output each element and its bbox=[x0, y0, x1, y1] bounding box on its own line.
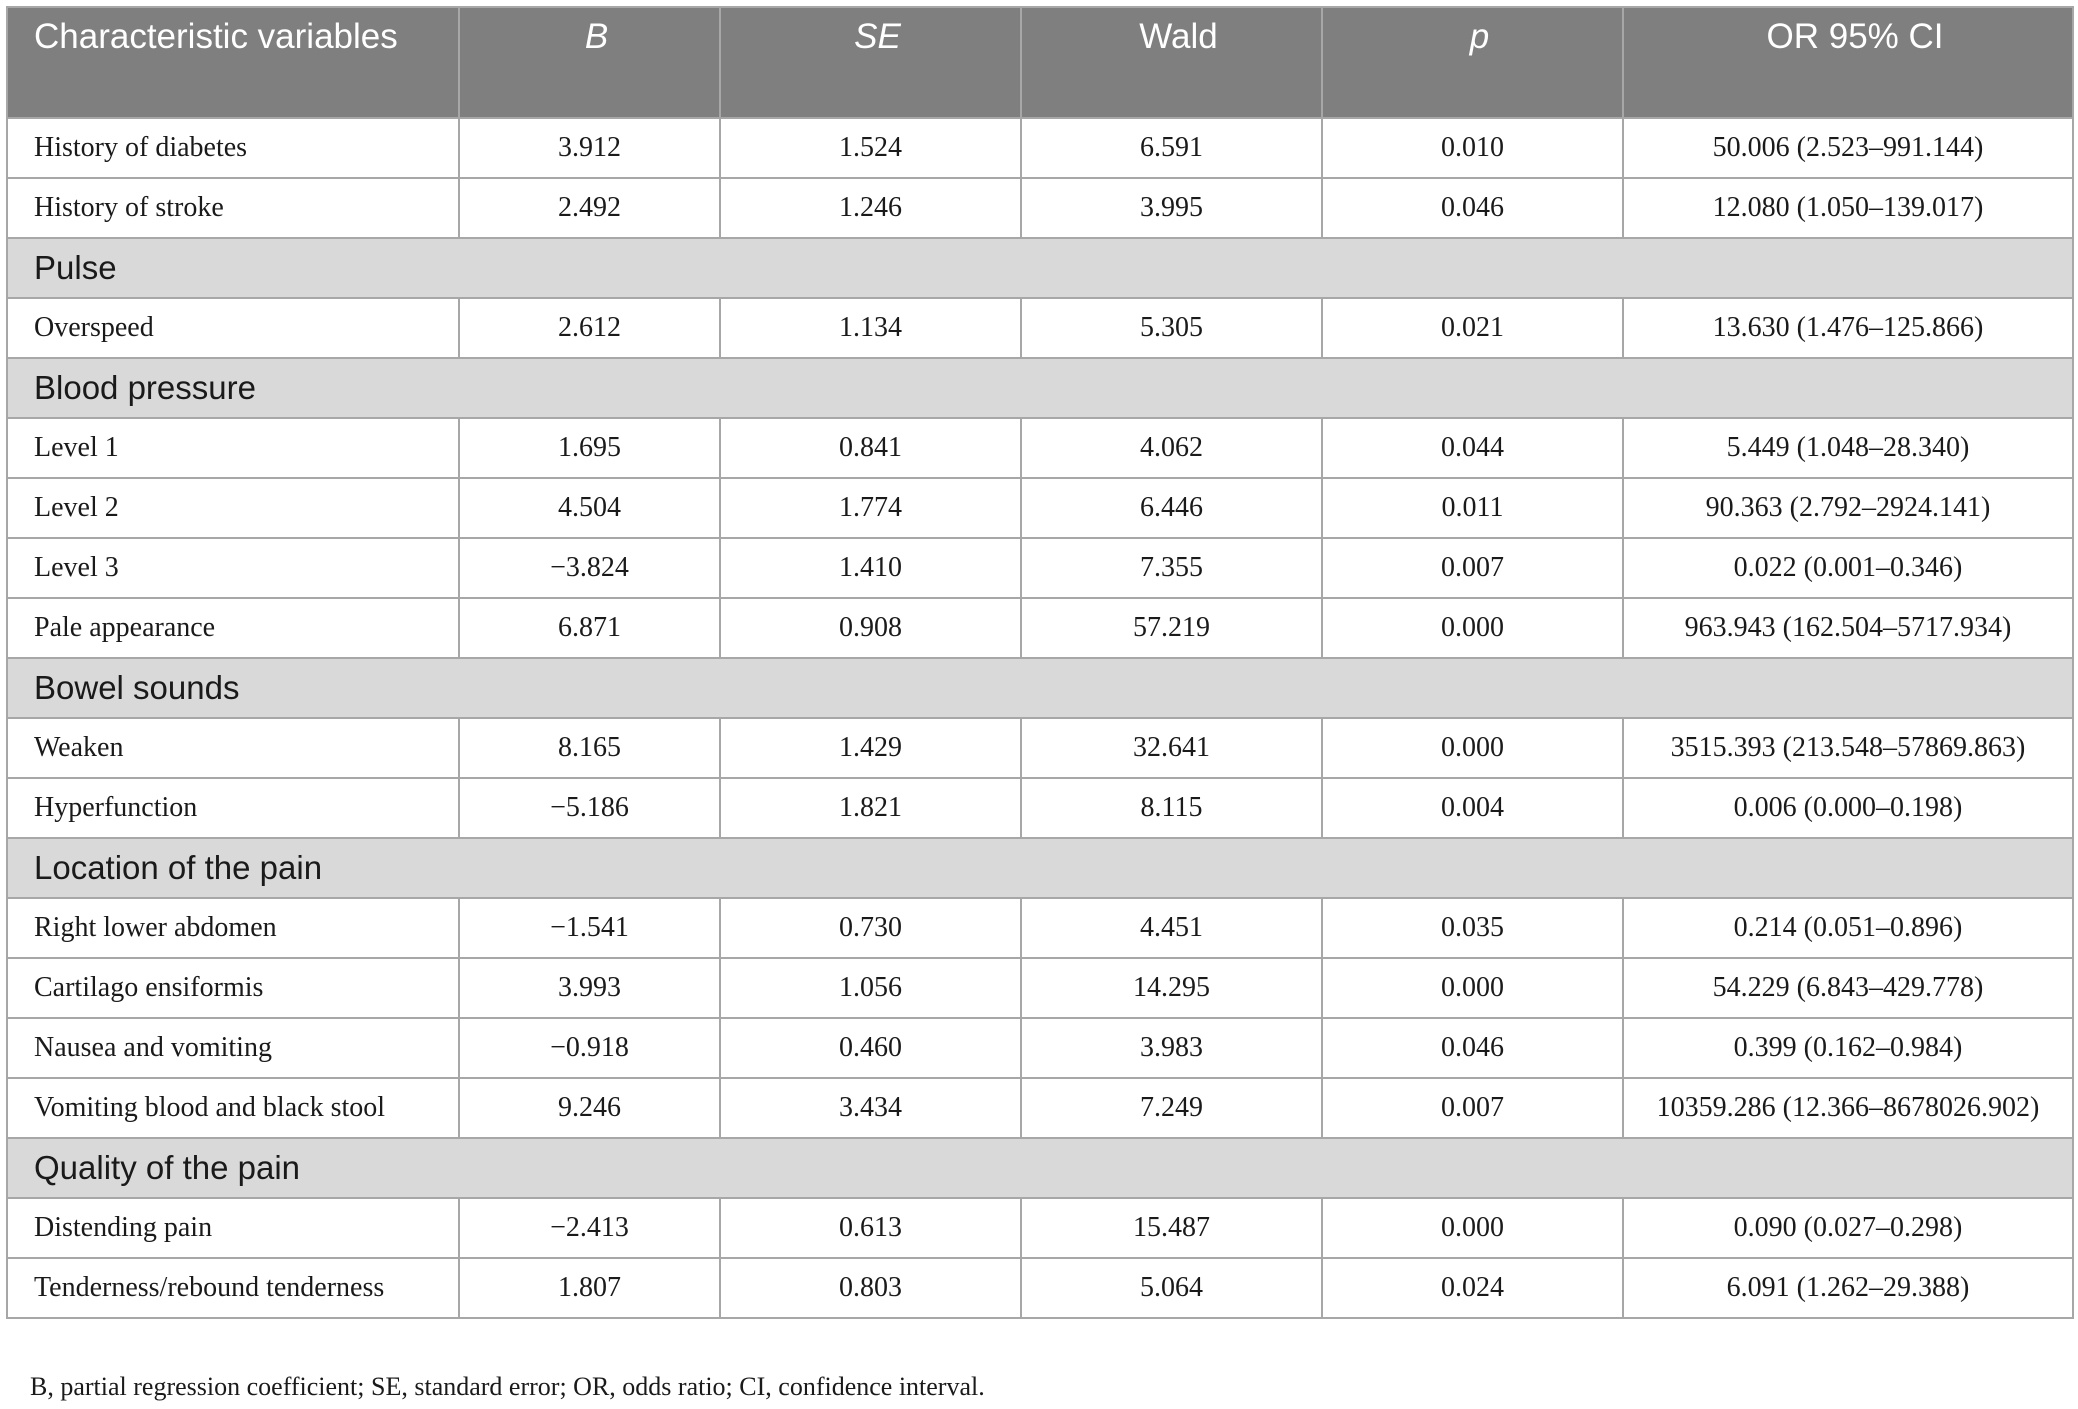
cell-b: 6.871 bbox=[459, 598, 720, 658]
cell-b: 4.504 bbox=[459, 478, 720, 538]
cell-b: 2.612 bbox=[459, 298, 720, 358]
cell-se: 1.774 bbox=[720, 478, 1021, 538]
cell-or-ci: 5.449 (1.048–28.340) bbox=[1623, 418, 2073, 478]
table-header bbox=[7, 7, 2073, 118]
table-row bbox=[7, 1018, 2073, 1078]
cell-se: 1.524 bbox=[720, 118, 1021, 178]
cell-wald: 14.295 bbox=[1021, 958, 1322, 1018]
cell-b: −2.413 bbox=[459, 1198, 720, 1258]
cell-wald: 6.446 bbox=[1021, 478, 1322, 538]
cell-variable: History of diabetes bbox=[7, 118, 459, 178]
cell-p: 0.046 bbox=[1322, 1018, 1623, 1078]
cell-b: 9.246 bbox=[459, 1078, 720, 1138]
cell-variable: Overspeed bbox=[7, 298, 459, 358]
table-row bbox=[7, 298, 2073, 358]
table-row bbox=[7, 718, 2073, 778]
cell-se: 1.134 bbox=[720, 298, 1021, 358]
cell-or-ci: 50.006 (2.523–991.144) bbox=[1623, 118, 2073, 178]
table-row bbox=[7, 778, 2073, 838]
cell-p: 0.046 bbox=[1322, 178, 1623, 238]
cell-b: 3.912 bbox=[459, 118, 720, 178]
header-row bbox=[7, 7, 2073, 118]
table-row bbox=[7, 178, 2073, 238]
cell-variable: Weaken bbox=[7, 718, 459, 778]
cell-p: 0.000 bbox=[1322, 958, 1623, 1018]
cell-wald: 4.451 bbox=[1021, 898, 1322, 958]
cell-p: 0.021 bbox=[1322, 298, 1623, 358]
cell-variable: Right lower abdomen bbox=[7, 898, 459, 958]
cell-wald: 3.983 bbox=[1021, 1018, 1322, 1078]
cell-p: 0.010 bbox=[1322, 118, 1623, 178]
cell-p: 0.007 bbox=[1322, 1078, 1623, 1138]
cell-variable: Distending pain bbox=[7, 1198, 459, 1258]
cell-se: 1.246 bbox=[720, 178, 1021, 238]
section-label: Location of the pain bbox=[7, 838, 2073, 898]
cell-p: 0.004 bbox=[1322, 778, 1623, 838]
cell-wald: 6.591 bbox=[1021, 118, 1322, 178]
cell-b: 1.807 bbox=[459, 1258, 720, 1318]
cell-se: 1.429 bbox=[720, 718, 1021, 778]
cell-wald: 3.995 bbox=[1021, 178, 1322, 238]
cell-or-ci: 12.080 (1.050–139.017) bbox=[1623, 178, 2073, 238]
cell-p: 0.000 bbox=[1322, 718, 1623, 778]
cell-or-ci: 3515.393 (213.548–57869.863) bbox=[1623, 718, 2073, 778]
table-row bbox=[7, 538, 2073, 598]
section-label: Pulse bbox=[7, 238, 2073, 298]
table-row bbox=[7, 1078, 2073, 1138]
cell-variable: Level 1 bbox=[7, 418, 459, 478]
cell-or-ci: 0.214 (0.051–0.896) bbox=[1623, 898, 2073, 958]
cell-wald: 4.062 bbox=[1021, 418, 1322, 478]
table-container bbox=[6, 6, 2072, 1319]
table-row bbox=[7, 598, 2073, 658]
cell-or-ci: 0.399 (0.162–0.984) bbox=[1623, 1018, 2073, 1078]
table-row bbox=[7, 118, 2073, 178]
cell-wald: 5.305 bbox=[1021, 298, 1322, 358]
table-row bbox=[7, 898, 2073, 958]
cell-se: 1.821 bbox=[720, 778, 1021, 838]
cell-se: 0.730 bbox=[720, 898, 1021, 958]
cell-b: −1.541 bbox=[459, 898, 720, 958]
cell-b: −3.824 bbox=[459, 538, 720, 598]
cell-or-ci: 90.363 (2.792–2924.141) bbox=[1623, 478, 2073, 538]
cell-variable: Level 2 bbox=[7, 478, 459, 538]
table-row bbox=[7, 1198, 2073, 1258]
section-row bbox=[7, 658, 2073, 718]
cell-wald: 57.219 bbox=[1021, 598, 1322, 658]
cell-variable: Pale appearance bbox=[7, 598, 459, 658]
cell-variable: History of stroke bbox=[7, 178, 459, 238]
cell-or-ci: 10359.286 (12.366–8678026.902) bbox=[1623, 1078, 2073, 1138]
cell-wald: 7.355 bbox=[1021, 538, 1322, 598]
cell-p: 0.044 bbox=[1322, 418, 1623, 478]
cell-wald: 8.115 bbox=[1021, 778, 1322, 838]
cell-se: 0.613 bbox=[720, 1198, 1021, 1258]
cell-variable: Hyperfunction bbox=[7, 778, 459, 838]
cell-p: 0.011 bbox=[1322, 478, 1623, 538]
cell-b: 3.993 bbox=[459, 958, 720, 1018]
cell-or-ci: 963.943 (162.504–5717.934) bbox=[1623, 598, 2073, 658]
cell-variable: Level 3 bbox=[7, 538, 459, 598]
header-wald: Wald bbox=[1021, 7, 1322, 118]
cell-or-ci: 0.006 (0.000–0.198) bbox=[1623, 778, 2073, 838]
cell-p: 0.007 bbox=[1322, 538, 1623, 598]
cell-variable: Nausea and vomiting bbox=[7, 1018, 459, 1078]
cell-or-ci: 0.090 (0.027–0.298) bbox=[1623, 1198, 2073, 1258]
cell-variable: Tenderness/rebound tenderness bbox=[7, 1258, 459, 1318]
section-label: Bowel sounds bbox=[7, 658, 2073, 718]
cell-b: 2.492 bbox=[459, 178, 720, 238]
cell-wald: 7.249 bbox=[1021, 1078, 1322, 1138]
cell-wald: 32.641 bbox=[1021, 718, 1322, 778]
section-row bbox=[7, 838, 2073, 898]
cell-b: −5.186 bbox=[459, 778, 720, 838]
section-row bbox=[7, 238, 2073, 298]
header-characteristic-variables: Characteristic variables bbox=[7, 7, 459, 118]
table-row bbox=[7, 958, 2073, 1018]
cell-or-ci: 13.630 (1.476–125.866) bbox=[1623, 298, 2073, 358]
cell-wald: 15.487 bbox=[1021, 1198, 1322, 1258]
cell-se: 0.803 bbox=[720, 1258, 1021, 1318]
cell-se: 1.056 bbox=[720, 958, 1021, 1018]
header-se: SE bbox=[720, 7, 1021, 118]
header-or-ci: OR 95% CI bbox=[1623, 7, 2073, 118]
section-row bbox=[7, 1138, 2073, 1198]
section-label: Blood pressure bbox=[7, 358, 2073, 418]
cell-p: 0.024 bbox=[1322, 1258, 1623, 1318]
cell-b: 8.165 bbox=[459, 718, 720, 778]
table-row bbox=[7, 418, 2073, 478]
cell-p: 0.000 bbox=[1322, 598, 1623, 658]
cell-wald: 5.064 bbox=[1021, 1258, 1322, 1318]
cell-variable: Vomiting blood and black stool bbox=[7, 1078, 459, 1138]
cell-or-ci: 0.022 (0.001–0.346) bbox=[1623, 538, 2073, 598]
regression-table bbox=[6, 6, 2074, 1319]
cell-se: 0.460 bbox=[720, 1018, 1021, 1078]
table-body bbox=[7, 118, 2073, 1318]
cell-b: 1.695 bbox=[459, 418, 720, 478]
cell-p: 0.000 bbox=[1322, 1198, 1623, 1258]
header-b: B bbox=[459, 7, 720, 118]
table-footnote: B, partial regression coefficient; SE, standard error; OR, odds ratio; CI, confidence interval. bbox=[30, 1372, 985, 1401]
section-label: Quality of the pain bbox=[7, 1138, 2073, 1198]
cell-b: −0.918 bbox=[459, 1018, 720, 1078]
cell-se: 0.841 bbox=[720, 418, 1021, 478]
header-p: p bbox=[1322, 7, 1623, 118]
cell-or-ci: 6.091 (1.262–29.388) bbox=[1623, 1258, 2073, 1318]
cell-p: 0.035 bbox=[1322, 898, 1623, 958]
cell-se: 0.908 bbox=[720, 598, 1021, 658]
cell-se: 1.410 bbox=[720, 538, 1021, 598]
cell-variable: Cartilago ensiformis bbox=[7, 958, 459, 1018]
section-row bbox=[7, 358, 2073, 418]
cell-se: 3.434 bbox=[720, 1078, 1021, 1138]
cell-or-ci: 54.229 (6.843–429.778) bbox=[1623, 958, 2073, 1018]
table-row bbox=[7, 1258, 2073, 1318]
table-row bbox=[7, 478, 2073, 538]
